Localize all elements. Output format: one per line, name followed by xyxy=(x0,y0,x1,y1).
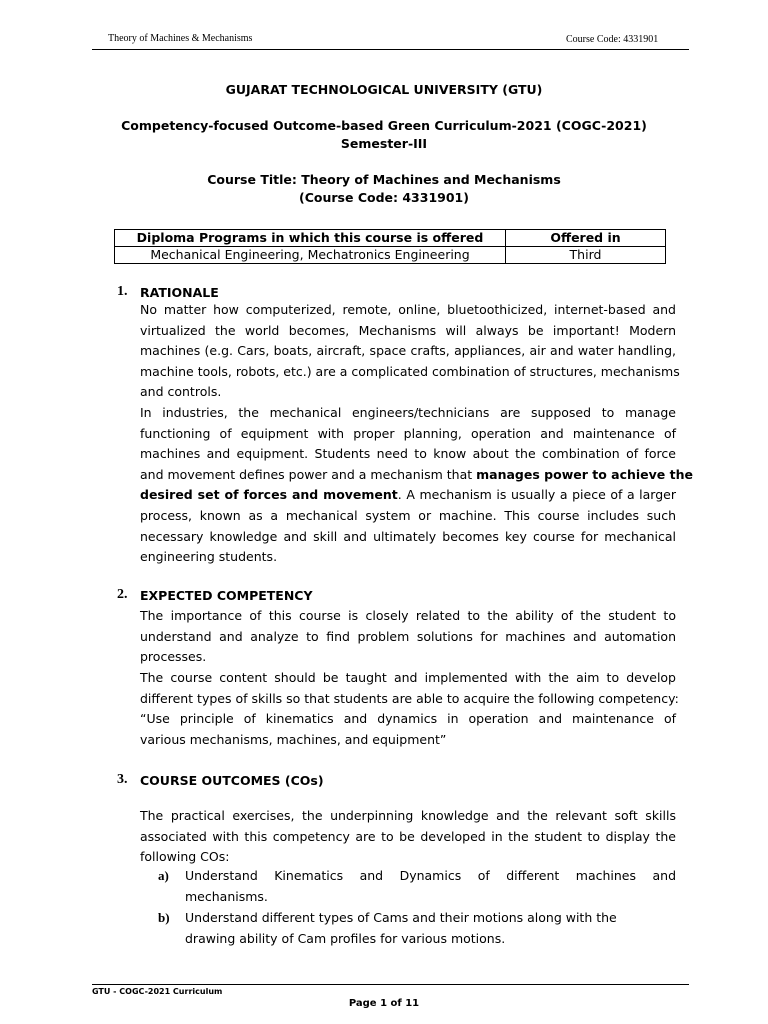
table-header-row xyxy=(115,230,666,247)
section-number: 2. xyxy=(117,587,128,602)
footer-curriculum: GTU - COGC-2021 Curriculum xyxy=(92,987,223,996)
text-line: The course content should be taught and implemented with the aim to develop xyxy=(140,670,676,685)
text-line: necessary knowledge and skill and ultimately becomes key course for mechanical xyxy=(140,528,676,544)
text-line: machines and equipment. Students need to know about the combination of force xyxy=(140,446,676,462)
text-line: Understand different types of Cams and their motions along with the xyxy=(185,910,617,925)
section-heading: RATIONALE xyxy=(140,285,219,300)
text-line: associated with this competency are to be developed in the student to display the xyxy=(140,828,676,844)
text-line: virtualized the world becomes, Mechanisms will always be important! Modern xyxy=(140,322,676,338)
text-line: and controls. xyxy=(140,384,222,400)
rationale-paragraph-1 xyxy=(140,300,680,403)
table-cell: Mechanical Engineering, Mechatronics Engineering xyxy=(115,247,506,264)
text-line xyxy=(140,465,693,486)
table-header-cell: Offered in xyxy=(506,230,666,247)
text-line: engineering students. xyxy=(140,549,278,565)
footer-rule xyxy=(92,984,689,985)
text-line: understand and analyze to find problem solutions for machines and automation xyxy=(140,628,676,644)
text-line: drawing ability of Cam profiles for various motions. xyxy=(185,930,506,946)
running-header-course-code: Course Code: 4331901 xyxy=(566,34,659,45)
text-line: different types of skills so that students are able to acquire the following competency: xyxy=(140,690,679,706)
bold-text-run: desired set of forces and movement xyxy=(140,487,398,503)
university-name: GUJARAT TECHNOLOGICAL UNIVERSITY (GTU) xyxy=(225,82,543,97)
table-header-cell: Diploma Programs in which this course is offered xyxy=(115,230,506,247)
outcome-label: b) xyxy=(158,910,170,925)
header-rule xyxy=(92,49,689,50)
text-run: and movement defines power and a mechanism that xyxy=(140,466,477,482)
table-row xyxy=(115,247,666,264)
outcome-text xyxy=(185,908,676,949)
outcome-label: a) xyxy=(158,868,169,883)
text-line: The importance of this course is closely related to the ability of the student to xyxy=(140,608,676,623)
text-run: . A mechanism is usually a piece of a larger xyxy=(397,487,676,503)
text-line: machine tools, robots, etc.) are a complicated combination of structures, mechanisms xyxy=(140,363,680,379)
text-line: processes. xyxy=(140,649,207,665)
text-line: Understand Kinematics and Dynamics of different machines and xyxy=(185,868,676,883)
text-line: No matter how computerized, remote, online, bluetoothicized, internet-based and xyxy=(140,302,676,317)
course-title: Course Title: Theory of Machines and Mechanisms xyxy=(207,172,561,187)
curriculum-title: Competency-focused Outcome-based Green Curriculum-2021 (COGC-2021) xyxy=(121,118,647,133)
section-heading: EXPECTED COMPETENCY xyxy=(140,588,313,603)
text-line: various mechanisms, machines, and equipment” xyxy=(140,731,447,747)
competency-paragraph-2 xyxy=(140,668,679,750)
section-number: 3. xyxy=(117,772,128,787)
page-number: Page 1 of 11 xyxy=(348,998,420,1009)
bold-text-run: manages power to achieve the xyxy=(476,466,693,482)
section-heading: COURSE OUTCOMES (COs) xyxy=(140,773,324,788)
running-header-title: Theory of Machines & Mechanisms xyxy=(108,33,253,44)
text-line: In industries, the mechanical engineers/technicians are supposed to manage xyxy=(140,405,676,420)
text-line: process, known as a mechanical system or machine. This course includes such xyxy=(140,507,676,523)
section-number: 1. xyxy=(117,284,128,299)
table-cell: Third xyxy=(506,247,666,264)
text-line: functioning of equipment with proper planning, operation and maintenance of xyxy=(140,425,676,441)
text-line: mechanisms. xyxy=(185,888,268,904)
text-line xyxy=(140,485,676,506)
outcomes-intro-paragraph xyxy=(140,806,676,868)
program-table xyxy=(114,229,666,264)
rationale-paragraph-2 xyxy=(140,403,693,568)
semester-text: Semester-III xyxy=(340,136,428,151)
competency-paragraph-1 xyxy=(140,606,676,668)
outcome-text xyxy=(185,866,676,907)
semester xyxy=(0,136,768,151)
text-line: The practical exercises, the underpinning knowledge and the relevant soft skills xyxy=(140,808,676,823)
text-line: following COs: xyxy=(140,849,230,865)
course-code: (Course Code: 4331901) xyxy=(299,190,469,205)
text-line: machines (e.g. Cars, boats, aircraft, space crafts, appliances, air and water handling, xyxy=(140,343,676,359)
text-line: “Use principle of kinematics and dynamics in operation and maintenance of xyxy=(140,711,676,727)
